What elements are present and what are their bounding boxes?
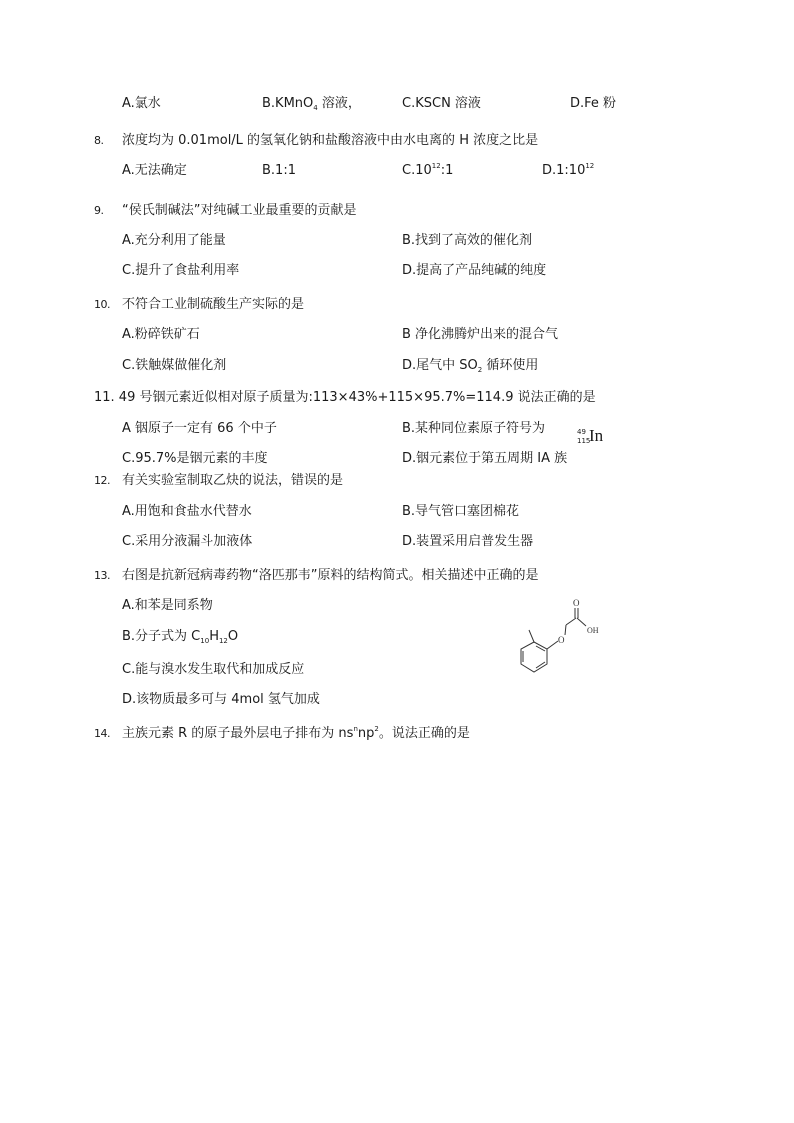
ch2-carboxyl-bond	[566, 618, 576, 625]
hydroxyl-bond	[577, 618, 586, 626]
q14-stem: 主族元素 R 的原子最外层电子排布为 $ns^nnp^2$。说法正确的是	[122, 725, 470, 741]
ether-ch2-bond	[565, 625, 566, 635]
indium-isotope-symbol	[577, 426, 617, 448]
q9-option-d: D.提高了产品纯碱的纯度	[402, 263, 547, 278]
q10-number: 10.	[94, 298, 110, 311]
hydroxyl-label: OH	[587, 626, 599, 635]
q8-number: 8.	[94, 134, 104, 147]
q12-option-d: D.装置采用启普发生器	[402, 534, 534, 549]
q11-option-a: A 铟原子一定有 66 个中子	[122, 421, 277, 436]
q11-option-b: B.某种同位素原子符号为	[402, 421, 546, 436]
q9-option-a: A.充分利用了能量	[122, 233, 226, 248]
q8-stem: 浓度均为 0.01mol/L 的氢氧化钠和盐酸溶液中由水电离的 H 浓度之比是	[122, 133, 539, 148]
q12-option-a: A.用饱和食盐水代替水	[122, 504, 252, 519]
q13-option-b: B.分子式为 $C_{10}H_{12}O$	[122, 629, 239, 645]
q12-stem: 有关实验室制取乙炔的说法，错误的是	[122, 473, 344, 488]
q7-option-b: B.KMnO$_4$ 溶液，	[262, 96, 361, 112]
q7-option-a: A.氯水	[122, 96, 161, 111]
structural-formula-figure	[510, 596, 610, 692]
q10-stem: 不符合工业制硫酸生产实际的是	[122, 297, 305, 312]
q9-number: 9.	[94, 204, 104, 217]
q13-option-a: A.和苯是同系物	[122, 598, 213, 613]
q11-option-d: D.铟元素位于第五周期 IA 族	[402, 451, 568, 466]
ether-oxygen-label: O	[558, 635, 565, 645]
q12-number: 12.	[94, 474, 110, 487]
q9-option-b: B.找到了高效的催化剂	[402, 233, 533, 248]
q13-option-d: D.该物质最多可与 4mol 氢气加成	[122, 692, 320, 707]
q8-option-d: $D.1:10^{12}$	[542, 162, 595, 178]
q8-option-b: B.1:1	[262, 163, 296, 178]
q8-option-c: $C.10^{12}:1$	[402, 162, 454, 178]
q13-stem: 右图是抗新冠病毒药物“洛匹那韦”原料的结构简式。相关描述中正确的是	[122, 568, 539, 583]
q7-option-d: D.Fe 粉	[570, 96, 617, 111]
q9-option-c: C.提升了食盐利用率	[122, 263, 240, 278]
ring-ether-bond	[547, 641, 558, 649]
isotope-atomic-number: 49	[577, 428, 586, 436]
q8-option-a: A.无法确定	[122, 163, 187, 178]
q10-option-a: A.粉碎铁矿石	[122, 327, 200, 342]
q11-option-c: C.95.7%是铟元素的丰度	[122, 451, 268, 466]
q14-number: 14.	[94, 727, 110, 740]
q7-option-c: C.KSCN 溶液	[402, 96, 481, 111]
isotope-mass-number: 115	[577, 437, 591, 445]
q12-option-c: C.采用分液漏斗加液体	[122, 534, 253, 549]
ring-double-bond	[536, 662, 545, 668]
isotope-element: In	[589, 426, 604, 445]
q10-option-b: B 净化沸腾炉出来的混合气	[402, 327, 559, 342]
benzene-ring	[521, 642, 547, 672]
q9-stem: “侯氏制碱法”对纯碱工业最重要的贡献是	[122, 203, 357, 218]
q11-stem: 11. 49 号铟元素近似相对原子质量为:113×43%+115×95.7%=114.9 说法正确的是	[94, 390, 596, 405]
q13-number: 13.	[94, 569, 110, 582]
q10-option-c: C.铁触媒做催化剂	[122, 358, 227, 373]
q13-option-c: C.能与溴水发生取代和加成反应	[122, 662, 305, 677]
q10-option-d: D.尾气中 $SO_2$ 循环使用	[402, 358, 539, 374]
carbonyl-oxygen-label: O	[573, 598, 580, 608]
methyl-bond	[529, 630, 534, 642]
q12-option-b: B.导气管口塞团棉花	[402, 504, 520, 519]
